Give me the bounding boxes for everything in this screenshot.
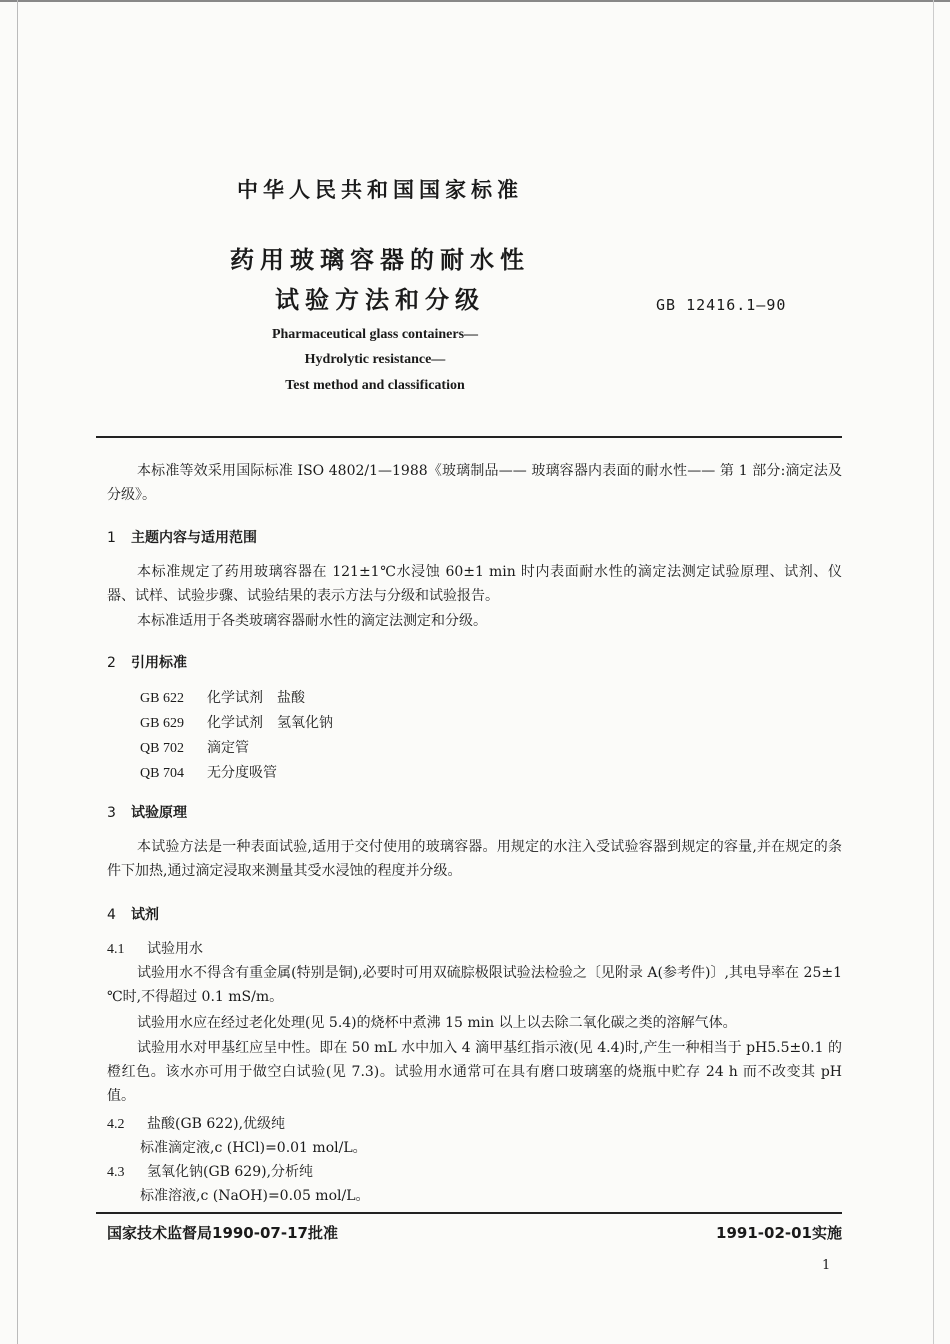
subsection-number: 4.2 [107, 1117, 125, 1132]
subsection-4-1-paragraph-1: 试验用水不得含有重金属(特别是铜),必要时可用双硫腙极限试验法检验之〔见附录 A(参考件)〕,其电导率在 25±1 ℃时,不得超过 0.1 mS/m。 [107, 965, 842, 1005]
subsection-number: 4.1 [107, 942, 125, 957]
section-3-heading [107, 802, 187, 822]
reference-code: GB 629 [140, 716, 184, 731]
standard-code: GB 12416.1—90 [656, 296, 787, 314]
section-number: 3 [107, 805, 116, 821]
subsection-number: 4.3 [107, 1165, 125, 1180]
section-title: 试验原理 [131, 805, 187, 821]
section-2-heading [107, 652, 187, 672]
scan-edge-top [0, 0, 950, 2]
subsection-4-1-heading [107, 938, 203, 958]
section-3-paragraph: 本试验方法是一种表面试验,适用于交付使用的玻璃容器。用规定的水注入受试验容器到规定的容量,并在规定的条件下加热,通过滴定浸取来测量其受水浸蚀的程度并分级。 [107, 839, 842, 879]
section-number: 1 [107, 530, 116, 546]
reference-code: GB 622 [140, 691, 184, 706]
reference-item [140, 687, 305, 707]
subsection-title: 试验用水 [147, 941, 203, 957]
page-number: 1 [822, 1258, 831, 1273]
subsection-4-3-heading [107, 1161, 313, 1181]
section-1-paragraph-1: 本标准规定了药用玻璃容器在 121±1℃水浸蚀 60±1 min 时内表面耐水性的滴定法测定试验原理、试剂、仪器、试样、试验步骤、试验结果的表示方法与分级和试验报告。 [107, 564, 842, 604]
subsection-4-2-heading [107, 1113, 285, 1133]
reference-name: 滴定管 [207, 740, 249, 756]
national-standard-heading: 中华人民共和国国家标准 [237, 178, 523, 202]
subsection-4-3-line: 标准溶液,c (NaOH)=0.05 mol/L。 [140, 1188, 370, 1204]
header-divider [96, 436, 842, 438]
section-number: 4 [107, 907, 116, 923]
reference-item [140, 712, 333, 732]
section-title: 试剂 [131, 907, 159, 923]
english-title-line-1: Pharmaceutical glass containers— [271, 327, 479, 342]
section-number: 2 [107, 655, 116, 671]
subsection-title: 氢氧化钠(GB 629),分析纯 [147, 1164, 314, 1180]
subsection-4-1-paragraph-2: 试验用水应在经过老化处理(见 5.4)的烧杯中煮沸 15 min 以上以去除二氧化碳之类的溶解气体。 [137, 1015, 737, 1031]
title-line-2: 试验方法和分级 [275, 286, 485, 314]
approval-note: 国家技术监督局1990-07-17批准 [107, 1224, 338, 1242]
english-title-line-2: Hydrolytic resistance— [304, 352, 446, 367]
section-title: 主题内容与适用范围 [131, 530, 257, 546]
english-title-line-3: Test method and classification [285, 378, 465, 393]
reference-item [140, 737, 249, 757]
footer-divider [96, 1212, 842, 1214]
section-1-heading [107, 527, 257, 547]
subsection-title: 盐酸(GB 622),优级纯 [147, 1116, 286, 1132]
subsection-4-2-line: 标准滴定液,c (HCl)=0.01 mol/L。 [140, 1140, 367, 1156]
subsection-4-1-paragraph-3: 试验用水对甲基红应呈中性。即在 50 mL 水中加入 4 滴甲基红指示液(见 4.4)时,产生一种相当于 pH5.5±0.1 的橙红色。该水亦可用于做空白试验(见 7.3)。试验用水通常可在具有磨口玻璃塞的烧瓶中贮存 24 h 而不改变其 pH 值。 [107, 1040, 842, 1104]
reference-name: 无分度吸管 [207, 765, 277, 781]
section-1-paragraph-2: 本标准适用于各类玻璃容器耐水性的滴定法测定和分级。 [137, 613, 487, 629]
implementation-date: 1991-02-01实施 [716, 1224, 842, 1242]
title-line-1: 药用玻璃容器的耐水性 [230, 246, 530, 274]
reference-code: QB 704 [140, 766, 184, 781]
scan-edge-right [933, 0, 934, 1344]
reference-item [140, 762, 277, 782]
reference-code: QB 702 [140, 741, 184, 756]
reference-name: 化学试剂 盐酸 [207, 690, 305, 706]
section-title: 引用标准 [131, 655, 187, 671]
section-4-heading [107, 904, 159, 924]
reference-name: 化学试剂 氢氧化钠 [207, 715, 333, 731]
intro-paragraph: 本标准等效采用国际标准 ISO 4802/1—1988《玻璃制品—— 玻璃容器内表面的耐水性—— 第 1 部分:滴定法及分级》。 [107, 463, 842, 503]
